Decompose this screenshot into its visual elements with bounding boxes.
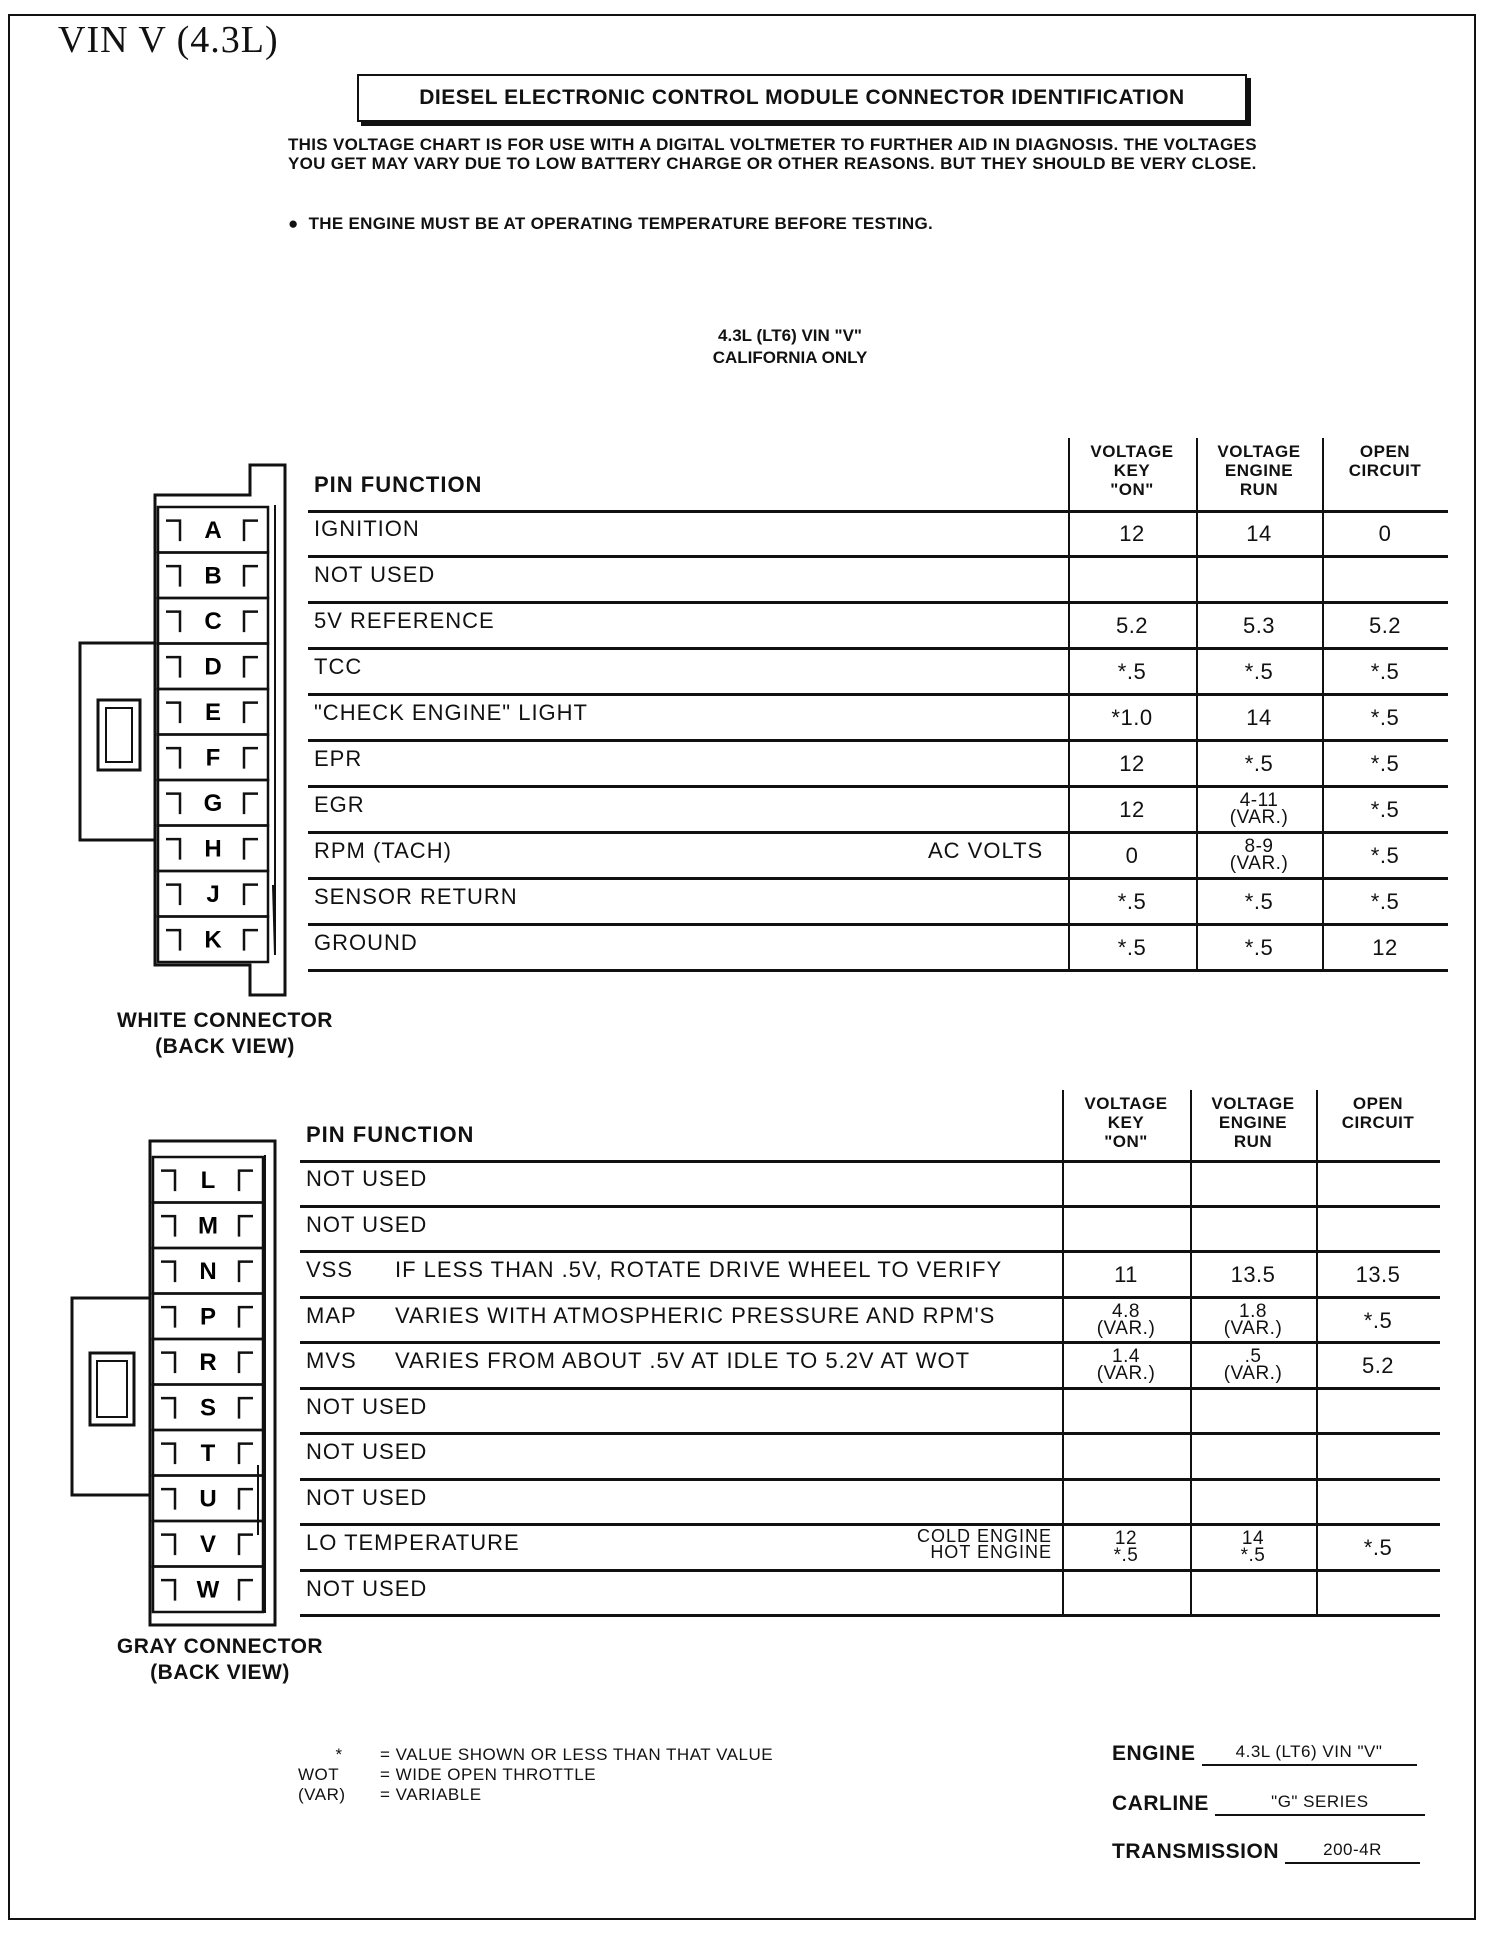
row-function: NOT USED: [306, 1484, 428, 1510]
row-value-open: *.5: [1370, 797, 1400, 822]
table-row-rule: [308, 647, 1448, 650]
legend-symbol: *: [335, 1745, 343, 1764]
pin-notch: [161, 1216, 175, 1236]
engine-info: [1112, 1742, 1417, 1766]
header-engine-run-line: ENGINE: [1224, 461, 1294, 480]
row-value-open: 13.5: [1355, 1262, 1401, 1287]
header-key-on: [1068, 442, 1196, 499]
header-key-on: [1062, 1094, 1190, 1151]
pin-letter: J: [206, 880, 220, 908]
header-engine-run-line: VOLTAGE: [1217, 442, 1301, 461]
pin-notch: [166, 703, 180, 723]
table-row-rule: [300, 1341, 1440, 1344]
row-value-open: *.5: [1370, 659, 1400, 684]
row-value-open: *.5: [1370, 889, 1400, 914]
row-function: LO TEMPERATURE: [306, 1530, 520, 1555]
banner-title: DIESEL ELECTRONIC CONTROL MODULE CONNECTOR IDENTIFICATION: [357, 74, 1247, 122]
legend-text: = VARIABLE: [380, 1785, 482, 1804]
row-function: 5V REFERENCE: [314, 608, 495, 633]
pin-letter: M: [198, 1212, 218, 1240]
row-value-key-on: 5.2: [1115, 613, 1149, 638]
table-row-rule: [308, 693, 1448, 696]
row-function: TCC: [314, 654, 363, 679]
pin-notch: [244, 748, 258, 768]
table-row-rule: [308, 831, 1448, 834]
header-pin-function: PIN FUNCTION: [306, 1122, 475, 1147]
pin-notch: [244, 521, 258, 541]
row-function: RPM (TACH): [314, 838, 452, 863]
row-note: [882, 1528, 1052, 1560]
pin-letter: K: [204, 926, 222, 954]
row-value-engine-run: 5.3: [1242, 613, 1276, 638]
transmission-info: [1112, 1840, 1420, 1864]
row-value-open: 5.2: [1368, 613, 1402, 638]
intro-text: THIS VOLTAGE CHART IS FOR USE WITH A DIGITAL VOLTMETER TO FURTHER AID IN DIAGNOSIS. THE VOLTAGES YOU GET MAY VARY DUE TO LOW BATTERY CHARGE OR OTHER REASONS. BUT THEY SHOULD BE VERY CLOSE.: [288, 135, 1257, 173]
pin-letter: P: [199, 1303, 217, 1331]
row-value-engine-run: 14: [1246, 705, 1272, 730]
engine-heading: [600, 325, 980, 369]
header-open-circuit-line: OPEN: [1352, 1094, 1404, 1113]
table-row-rule: [300, 1523, 1440, 1526]
engine-heading-line2: CALIFORNIA ONLY: [712, 348, 868, 367]
pin-notch: [244, 566, 258, 586]
header-pin-function: PIN FUNCTION: [314, 472, 483, 497]
row-value-open: *.5: [1370, 705, 1400, 730]
pin-notch: [161, 1398, 175, 1418]
bullet-note-text: THE ENGINE MUST BE AT OPERATING TEMPERATURE BEFORE TESTING.: [308, 214, 933, 233]
row-note: IF LESS THAN .5V, ROTATE DRIVE WHEEL TO VERIFY: [395, 1257, 1003, 1282]
legend-text: = WIDE OPEN THROTTLE: [380, 1765, 597, 1784]
gray-connector-label: [75, 1634, 365, 1686]
pin-notch: [239, 1398, 253, 1418]
row-function: NOT USED: [306, 1393, 428, 1419]
white-connector-label: [80, 1008, 370, 1060]
row-value-engine-run: 14 *.5: [1240, 1528, 1266, 1566]
table-header-rule: [308, 510, 1448, 513]
header-open-circuit: [1316, 1094, 1440, 1132]
pin-notch: [161, 1262, 175, 1282]
row-function: GROUND: [314, 930, 418, 955]
row-note-line: HOT ENGINE: [930, 1542, 1052, 1562]
pin-notch: [239, 1489, 253, 1509]
row-function: IGNITION: [314, 516, 420, 541]
engine-label: ENGINE: [1112, 1742, 1196, 1765]
table-row-rule: [308, 877, 1448, 880]
header-key-on-line: "ON": [1110, 480, 1154, 499]
row-value-open: 12: [1372, 935, 1398, 960]
pin-notch: [166, 566, 180, 586]
header-key-on-line: KEY: [1113, 461, 1151, 480]
pin-notch: [166, 748, 180, 768]
pin-letter: L: [200, 1166, 216, 1194]
pin-notch: [239, 1307, 253, 1327]
header-key-on-line: KEY: [1107, 1113, 1145, 1132]
pin-notch: [166, 794, 180, 814]
table-row-rule: [308, 601, 1448, 604]
row-value-open: 0: [1378, 521, 1392, 546]
row-note: VARIES WITH ATMOSPHERIC PRESSURE AND RPM'S: [395, 1302, 996, 1328]
white-pin-cells: [158, 507, 268, 962]
pin-notch: [239, 1262, 253, 1282]
row-value-key-on: 11: [1114, 1262, 1138, 1287]
pin-notch: [244, 703, 258, 723]
pin-notch: [161, 1535, 175, 1555]
pin-notch: [239, 1535, 253, 1555]
engine-value: 4.3L (LT6) VIN "V": [1202, 1742, 1417, 1766]
row-note-line: COLD ENGINE: [916, 1526, 1052, 1546]
row-function: NOT USED: [306, 1439, 428, 1464]
table-row-rule: [300, 1432, 1440, 1435]
row-value-engine-run: *.5: [1244, 935, 1274, 960]
pin-letter: G: [203, 789, 223, 817]
gray-connector-label-line2: (BACK VIEW): [150, 1661, 290, 1684]
pin-letter: E: [204, 698, 222, 726]
row-function: MAP: [306, 1302, 357, 1328]
row-value-engine-run: *.5: [1244, 889, 1274, 914]
table-header-rule: [300, 1160, 1440, 1163]
row-function: VSS: [306, 1257, 354, 1282]
row-value-open: *.5: [1363, 1535, 1393, 1560]
white-connector-label-line1: WHITE CONNECTOR: [117, 1009, 333, 1032]
row-value-open: *.5: [1370, 843, 1400, 868]
pin-letter: S: [199, 1394, 217, 1422]
legend-row: [298, 1745, 773, 1765]
pin-letter: H: [204, 835, 222, 863]
vin-title: VIN V (4.3L): [58, 19, 279, 61]
row-value-key-on: *1.0: [1111, 705, 1153, 730]
header-engine-run-line: ENGINE: [1218, 1113, 1288, 1132]
row-value-engine-run: *.5: [1244, 751, 1274, 776]
pin-notch: [166, 885, 180, 905]
pin-notch: [166, 612, 180, 632]
engine-heading-line1: 4.3L (LT6) VIN "V": [718, 326, 862, 345]
row-function: MVS: [306, 1348, 357, 1373]
pin-notch: [244, 612, 258, 632]
row-value-engine-run: 13.5: [1230, 1262, 1276, 1287]
pin-notch: [244, 794, 258, 814]
pin-letter: R: [199, 1348, 217, 1376]
row-value-key-on: 1.4 (VAR.): [1096, 1346, 1156, 1384]
row-note: VARIES FROM ABOUT .5V AT IDLE TO 5.2V AT WOT: [395, 1348, 971, 1373]
pin-letter: C: [204, 607, 222, 635]
pin-notch: [244, 839, 258, 859]
pin-notch: [244, 657, 258, 677]
header-open-circuit-line: CIRCUIT: [1348, 461, 1422, 480]
row-value-key-on: *.5: [1117, 659, 1147, 684]
row-function: NOT USED: [306, 1575, 428, 1601]
transmission-label: TRANSMISSION: [1112, 1840, 1280, 1863]
header-engine-run: [1196, 442, 1322, 499]
pin-letter: T: [200, 1439, 216, 1467]
pin-notch: [161, 1444, 175, 1464]
pin-letter: A: [204, 516, 222, 544]
row-function: "CHECK ENGINE" LIGHT: [314, 700, 588, 725]
row-value-engine-run: .5 (VAR.): [1223, 1346, 1283, 1384]
row-value-engine-run: 1.8 (VAR.): [1223, 1300, 1283, 1339]
row-value-open: *.5: [1370, 751, 1400, 776]
pin-letter: V: [199, 1530, 217, 1558]
header-key-on-line: VOLTAGE: [1084, 1094, 1168, 1113]
white-connector-label-line2: (BACK VIEW): [155, 1035, 295, 1058]
pin-letter: B: [204, 562, 222, 590]
transmission-value: 200-4R: [1285, 1840, 1420, 1864]
row-value-key-on: 12: [1119, 797, 1145, 822]
header-engine-run-line: VOLTAGE: [1211, 1094, 1295, 1113]
pin-notch: [166, 657, 180, 677]
header-engine-run-line: RUN: [1239, 480, 1279, 499]
pin-notch: [244, 885, 258, 905]
row-note: AC VOLTS: [928, 838, 1044, 863]
row-value-key-on: 4.8 (VAR.): [1096, 1300, 1156, 1339]
legend-row: [298, 1785, 773, 1805]
carline-info: [1112, 1792, 1425, 1816]
row-value-engine-run: 4-11 (VAR.): [1229, 790, 1289, 828]
table-row-rule: [300, 1250, 1440, 1253]
carline-label: CARLINE: [1112, 1792, 1209, 1815]
gray-pin-cells: [153, 1157, 263, 1612]
white-connector-diagram: [70, 455, 320, 1010]
pin-notch: [166, 839, 180, 859]
header-open-circuit-line: CIRCUIT: [1341, 1113, 1415, 1132]
carline-value: "G" SERIES: [1215, 1792, 1425, 1816]
pin-letter: U: [199, 1485, 217, 1513]
row-value-key-on: *.5: [1117, 935, 1147, 960]
row-value-key-on: 12 *.5: [1113, 1528, 1139, 1566]
legend-row: [298, 1765, 773, 1785]
row-function: EPR: [314, 746, 363, 771]
pin-notch: [239, 1580, 253, 1600]
legend-text: = VALUE SHOWN OR LESS THAN THAT VALUE: [380, 1745, 774, 1764]
table-row-rule: [300, 1569, 1440, 1572]
pin-notch: [161, 1353, 175, 1373]
bullet-note: ● THE ENGINE MUST BE AT OPERATING TEMPERATURE BEFORE TESTING.: [288, 214, 933, 233]
pin-notch: [239, 1216, 253, 1236]
table-row-rule: [308, 555, 1448, 558]
table-row-rule: [300, 1387, 1440, 1390]
row-value-engine-run: 8-9 (VAR.): [1229, 836, 1289, 874]
table-row-rule: [308, 969, 1448, 972]
pin-letter: F: [205, 744, 221, 772]
pin-notch: [239, 1353, 253, 1373]
table-row-rule: [300, 1478, 1440, 1481]
pin-notch: [166, 521, 180, 541]
row-function: NOT USED: [306, 1166, 428, 1191]
table-row-rule: [300, 1296, 1440, 1299]
row-function: NOT USED: [306, 1211, 428, 1237]
header-engine-run-line: RUN: [1233, 1132, 1273, 1151]
row-value-key-on: 12: [1119, 751, 1145, 776]
row-value-key-on: 0: [1125, 843, 1139, 868]
pin-notch: [239, 1444, 253, 1464]
header-engine-run: [1190, 1094, 1316, 1151]
row-value-open: 5.2: [1361, 1353, 1395, 1378]
row-value-engine-run: *.5: [1244, 659, 1274, 684]
table-row-rule: [300, 1205, 1440, 1208]
header-open-circuit: [1322, 442, 1448, 480]
pin-letter: N: [199, 1257, 217, 1285]
gray-connector-diagram: [65, 1135, 315, 1645]
row-value-open: *.5: [1363, 1307, 1393, 1333]
table-row-rule: [300, 1614, 1440, 1617]
pin-notch: [161, 1171, 175, 1191]
table-row-rule: [308, 739, 1448, 742]
row-function: NOT USED: [314, 562, 436, 587]
legend-symbol: (VAR): [298, 1785, 346, 1804]
pin-notch: [161, 1489, 175, 1509]
header-key-on-line: "ON": [1104, 1132, 1148, 1151]
gray-connector-label-line1: GRAY CONNECTOR: [116, 1635, 324, 1658]
row-value-key-on: *.5: [1117, 889, 1147, 914]
legend: [298, 1745, 773, 1805]
row-value-engine-run: 14: [1246, 521, 1272, 546]
pin-notch: [239, 1171, 253, 1191]
row-value-key-on: 12: [1119, 521, 1145, 546]
pin-letter: D: [204, 653, 222, 681]
table-row-rule: [308, 785, 1448, 788]
pin-letter: W: [196, 1576, 220, 1604]
row-function: SENSOR RETURN: [314, 884, 518, 909]
row-function: EGR: [314, 792, 365, 817]
legend-symbol: WOT: [298, 1765, 340, 1784]
table-row-rule: [308, 923, 1448, 926]
pin-notch: [161, 1580, 175, 1600]
header-open-circuit-line: OPEN: [1359, 442, 1411, 461]
pin-notch: [166, 930, 180, 950]
pin-notch: [161, 1307, 175, 1327]
header-key-on-line: VOLTAGE: [1090, 442, 1174, 461]
pin-notch: [244, 930, 258, 950]
